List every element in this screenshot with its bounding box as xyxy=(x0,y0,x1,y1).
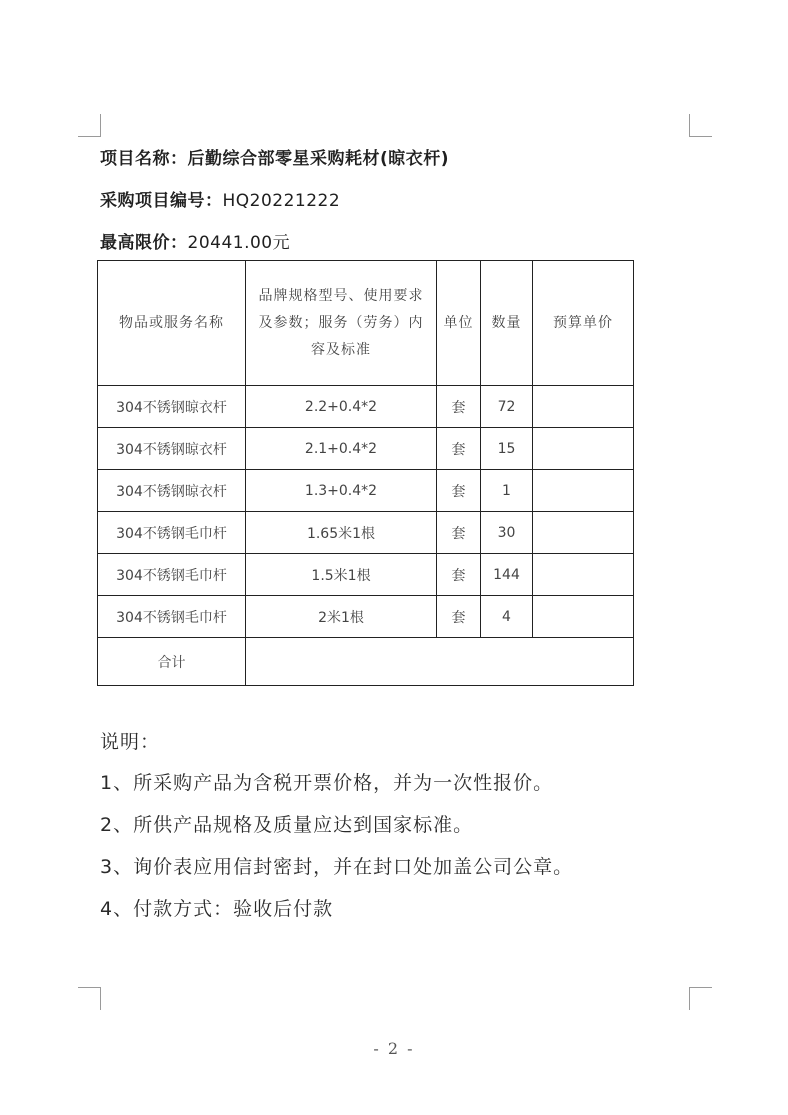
cell-budget-price[interactable] xyxy=(533,428,634,470)
table-row xyxy=(98,596,634,638)
max-price-label: 最高限价： xyxy=(100,233,188,253)
cell-item-name: 304不锈钢毛巾杆 xyxy=(98,554,246,596)
page-number: - 2 - xyxy=(373,1039,415,1058)
cell-unit: 套 xyxy=(437,428,481,470)
cell-quantity: 15 xyxy=(481,428,533,470)
corner-mark-bottom-left xyxy=(78,987,101,1010)
cell-unit: 套 xyxy=(437,512,481,554)
cell-item-name: 304不锈钢晾衣杆 xyxy=(98,428,246,470)
cell-budget-price[interactable] xyxy=(533,596,634,638)
cell-unit: 套 xyxy=(437,554,481,596)
note-item: 4、付款方式：验收后付款 xyxy=(100,898,334,920)
cell-unit: 套 xyxy=(437,386,481,428)
project-number-line xyxy=(100,186,340,211)
note-item: 2、所供产品规格及质量应达到国家标准。 xyxy=(100,814,474,836)
total-label: 合计 xyxy=(98,638,246,686)
corner-mark-top-right xyxy=(689,114,712,137)
cell-quantity: 144 xyxy=(481,554,533,596)
project-name-line xyxy=(100,144,449,169)
header-item-name: 物品或服务名称 xyxy=(98,261,246,386)
project-number-value: HQ20221222 xyxy=(222,191,341,211)
header-budget-price: 预算单价 xyxy=(533,261,634,386)
max-price-line xyxy=(100,228,290,253)
cell-quantity: 72 xyxy=(481,386,533,428)
table-row xyxy=(98,470,634,512)
cell-item-name: 304不锈钢晾衣杆 xyxy=(98,470,246,512)
quotation-table xyxy=(97,260,634,686)
cell-budget-price[interactable] xyxy=(533,554,634,596)
project-name-label: 项目名称： xyxy=(100,149,188,169)
project-name-value: 后勤综合部零星采购耗材(晾衣杆) xyxy=(187,149,450,169)
cell-unit: 套 xyxy=(437,470,481,512)
notes-title: 说明： xyxy=(100,731,161,753)
total-row xyxy=(98,638,634,686)
cell-unit: 套 xyxy=(437,596,481,638)
project-number-label: 采购项目编号： xyxy=(100,191,223,211)
cell-item-name: 304不锈钢毛巾杆 xyxy=(98,596,246,638)
table-row xyxy=(98,386,634,428)
cell-spec: 2米1根 xyxy=(246,596,437,638)
cell-spec: 2.1+0.4*2 xyxy=(246,428,437,470)
max-price-value: 20441.00元 xyxy=(187,233,291,253)
cell-budget-price[interactable] xyxy=(533,386,634,428)
header-spec: 品牌规格型号、使用要求及参数；服务（劳务）内容及标准 xyxy=(246,261,437,386)
cell-budget-price[interactable] xyxy=(533,512,634,554)
cell-item-name: 304不锈钢晾衣杆 xyxy=(98,386,246,428)
header-quantity: 数量 xyxy=(481,261,533,386)
table-row xyxy=(98,554,634,596)
note-item: 1、所采购产品为含税开票价格，并为一次性报价。 xyxy=(100,772,554,794)
cell-quantity: 30 xyxy=(481,512,533,554)
cell-spec: 2.2+0.4*2 xyxy=(246,386,437,428)
table-row xyxy=(98,428,634,470)
cell-quantity: 4 xyxy=(481,596,533,638)
cell-spec: 1.3+0.4*2 xyxy=(246,470,437,512)
cell-budget-price[interactable] xyxy=(533,470,634,512)
total-value[interactable] xyxy=(246,638,634,686)
note-item: 3、询价表应用信封密封，并在封口处加盖公司公章。 xyxy=(100,856,574,878)
table-header-row xyxy=(98,261,634,386)
header-unit: 单位 xyxy=(437,261,481,386)
table-row xyxy=(98,512,634,554)
corner-mark-top-left xyxy=(78,114,101,137)
cell-spec: 1.65米1根 xyxy=(246,512,437,554)
corner-mark-bottom-right xyxy=(689,987,712,1010)
cell-item-name: 304不锈钢毛巾杆 xyxy=(98,512,246,554)
cell-quantity: 1 xyxy=(481,470,533,512)
cell-spec: 1.5米1根 xyxy=(246,554,437,596)
